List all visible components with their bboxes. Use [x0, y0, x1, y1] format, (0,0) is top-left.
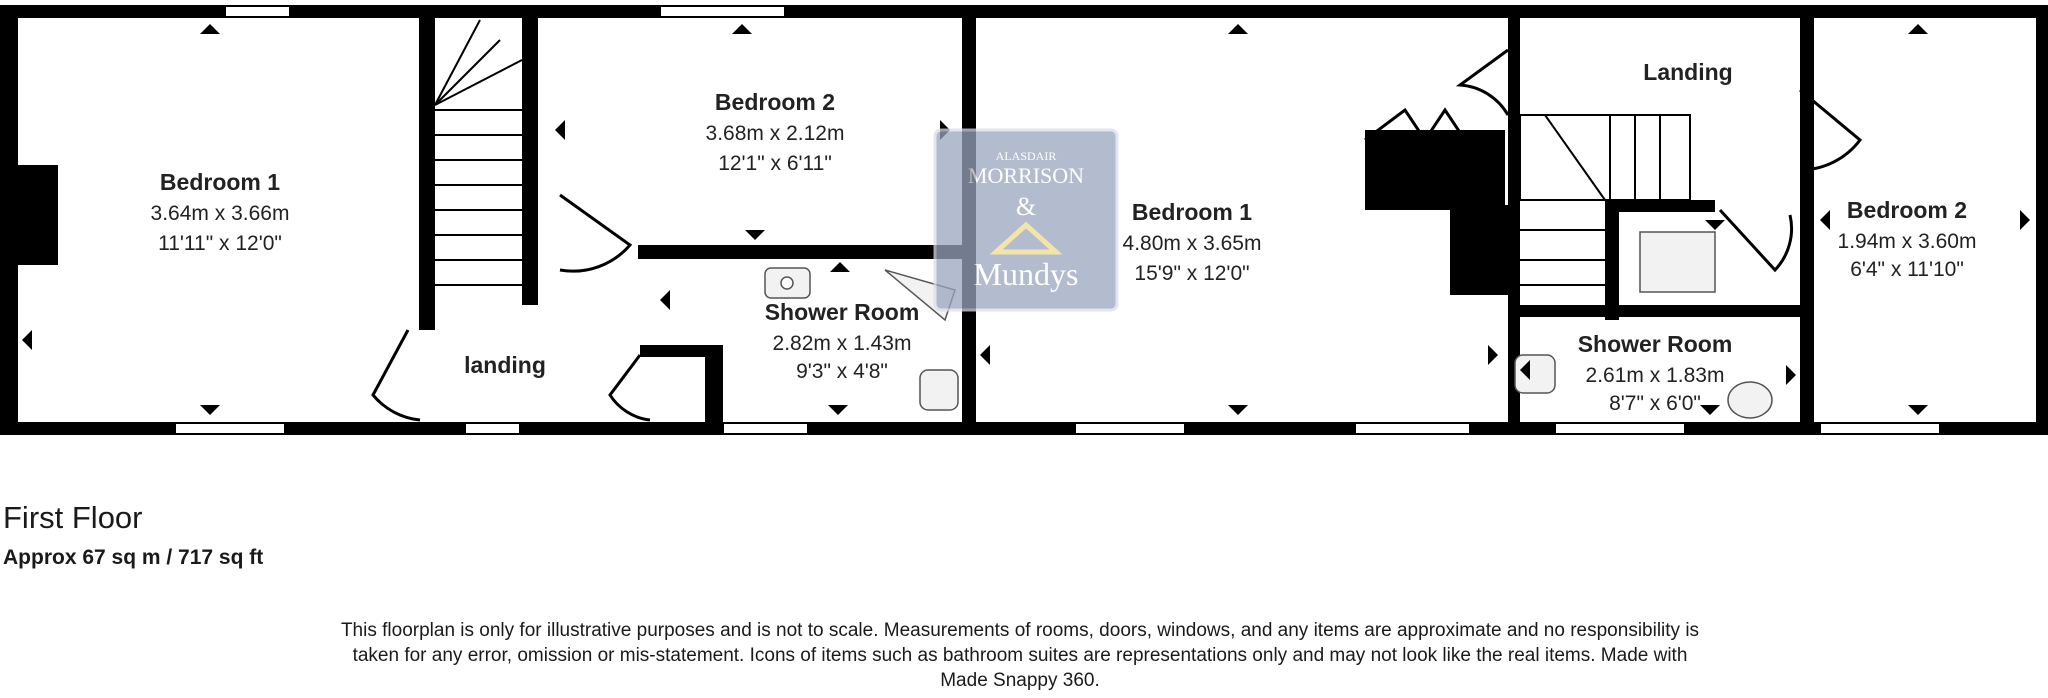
room-metric: 2.82m x 1.43m [772, 332, 912, 355]
room-name: Bedroom 1 [1131, 199, 1253, 225]
room-name: Shower Room [1577, 331, 1733, 357]
logo-line2: MORRISON [967, 163, 1085, 188]
logo-line1: ALASDAIR [995, 149, 1057, 163]
watermark-logo [935, 130, 1117, 310]
room-metric: 2.61m x 1.83m [1585, 364, 1725, 387]
logo-line3: Mundys [973, 256, 1079, 292]
room-name: Shower Room [764, 299, 920, 325]
room-imperial: 9'3" x 4'8" [796, 360, 888, 383]
room-name: Landing [1643, 59, 1733, 85]
room-metric: 3.64m x 3.66m [150, 202, 290, 225]
room-imperial: 11'11" x 12'0" [158, 232, 282, 255]
room-imperial: 6'4" x 11'10" [1850, 258, 1964, 281]
room-name: landing [464, 352, 546, 378]
staircase-left [435, 20, 522, 285]
room-metric: 3.68m x 2.12m [705, 122, 845, 145]
floor-area: Approx 67 sq m / 717 sq ft [3, 546, 264, 569]
room-metric: 1.94m x 3.60m [1837, 230, 1977, 253]
room-imperial: 15'9" x 12'0" [1134, 262, 1250, 285]
floor-title: First Floor [3, 500, 143, 535]
room-name: Bedroom 1 [159, 169, 281, 195]
room-name: Bedroom 2 [1846, 197, 1968, 223]
bathroom-fixtures [765, 232, 1772, 418]
room-imperial: 8'7" x 6'0" [1609, 392, 1701, 415]
room-name: Bedroom 2 [714, 89, 836, 115]
disclaimer-text: This floorplan is only for illustrative purposes and is not to scale. Measurements of rooms, doors, windows, and any items are approximate and no responsibility is taken for any error, omission or mis-statement. Icons of items such as bathroom suites are representations only and may not look like the real items. Made with Made Snappy 360. [340, 620, 1700, 691]
room-imperial: 12'1" x 6'11" [718, 152, 832, 175]
room-metric: 4.80m x 3.65m [1122, 232, 1262, 255]
logo-ampersand: & [1015, 192, 1037, 221]
